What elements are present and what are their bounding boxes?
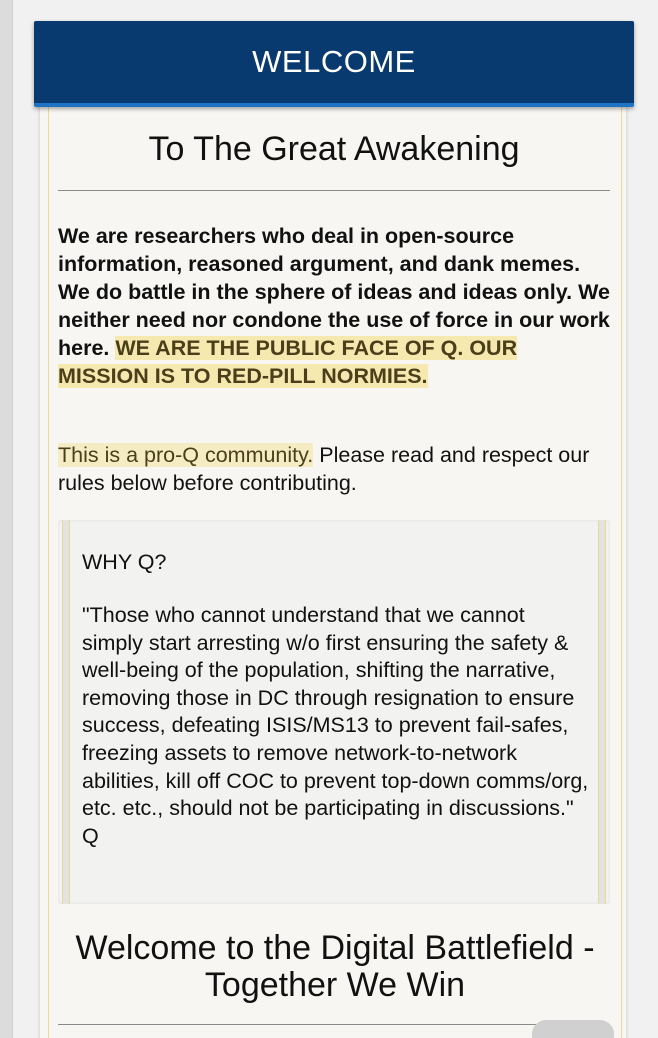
community-highlighted-text: This is a pro-Q community. xyxy=(58,443,314,467)
divider-top xyxy=(58,190,610,191)
divider-bottom xyxy=(58,1024,610,1025)
community-text: Please read and respect our rules below before contributing. xyxy=(58,443,590,495)
community-paragraph xyxy=(58,441,610,497)
intro-highlighted-text: WE ARE THE PUBLIC FACE OF Q. OUR MISSION IS TO RED-PILL NORMIES. xyxy=(58,336,518,388)
header-title: WELCOME xyxy=(252,44,416,79)
intro-text: We are researchers who deal in open-source information, reasoned argument, and dank memes. We do battle in the sphere of ideas and ideas only. We neither need nor condone the use of force in our work here. xyxy=(58,224,610,360)
subtitle: To The Great Awakening xyxy=(148,130,520,168)
bottom-title: Welcome to the Digital Battlefield - Together We Win xyxy=(75,929,595,1004)
scroll-thumb[interactable] xyxy=(532,1020,614,1038)
left-scroll-rail xyxy=(0,0,13,1038)
quote-heading: WHY Q? xyxy=(82,550,167,574)
welcome-header xyxy=(34,21,634,107)
quote-body: "Those who cannot understand that we cannot simply start arresting w/o first ensuring the safety & well-being of the population, shifting the narrative, removing those in DC through resignation to ensure success, defeating ISIS/MS13 to prevent fail-safes, freezing assets to remove network-to-network abilities, kill off COC to prevent top-down comms/org, etc. etc., should not be participating in discussions." Q xyxy=(82,603,589,848)
intro-paragraph xyxy=(58,222,610,390)
